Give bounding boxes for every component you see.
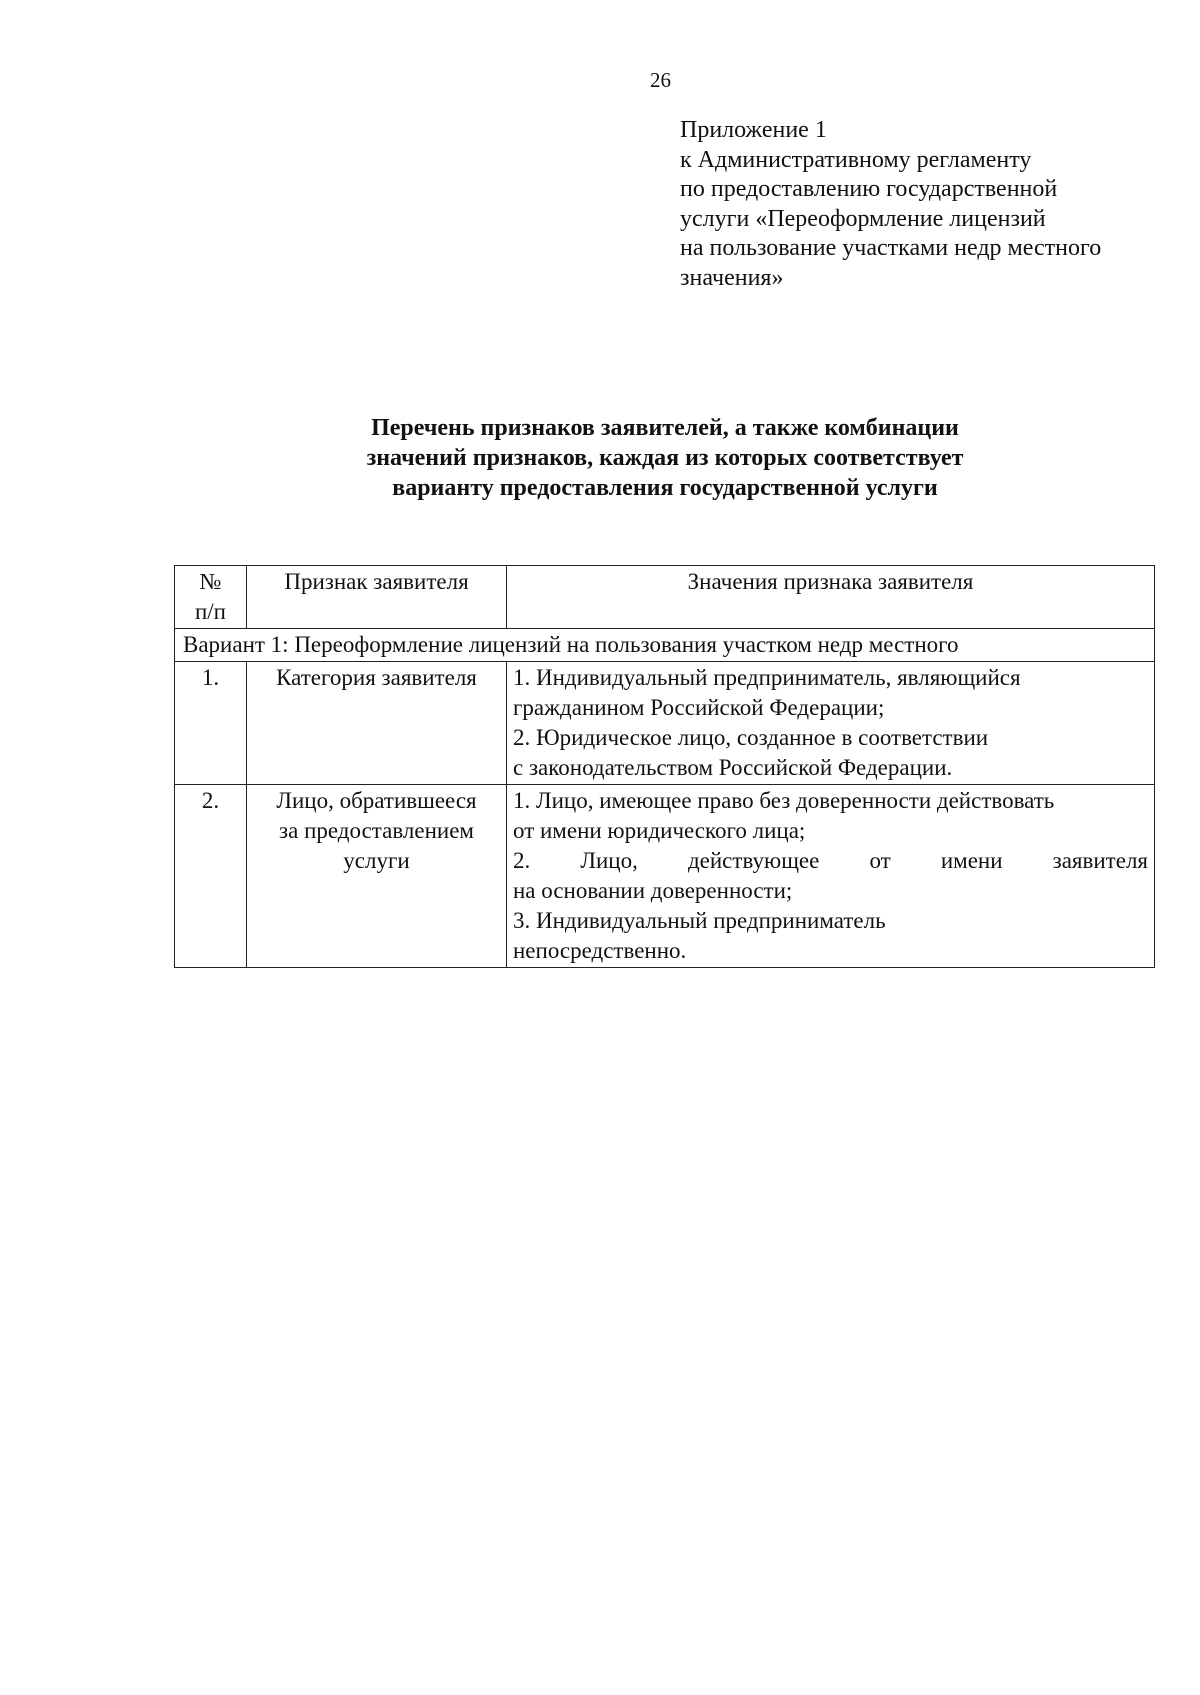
criteria-table <box>174 565 1155 968</box>
value-line: 2. Юридическое лицо, созданное в соответствии <box>513 725 989 750</box>
sign-line: Категория заявителя <box>276 665 477 690</box>
row-number-cell: 2. <box>175 785 247 968</box>
row-values-cell <box>507 662 1155 785</box>
value-line: 1. Индивидуальный предприниматель, являющийся <box>513 665 1021 690</box>
appendix-line: по предоставлению государственной <box>680 176 1058 202</box>
value-line: от имени юридического лица; <box>513 818 806 843</box>
row-sign-cell <box>247 662 507 785</box>
value-line: непосредственно. <box>513 938 687 963</box>
row-number-cell: 1. <box>175 662 247 785</box>
appendix-line: Приложение 1 <box>680 117 827 143</box>
value-line: гражданином Российской Федерации; <box>513 695 885 720</box>
appendix-note <box>680 116 1180 293</box>
header-number-cell <box>175 566 247 629</box>
row-sign-cell <box>247 785 507 968</box>
row-values-cell <box>507 785 1155 968</box>
sign-line: услуги <box>343 848 410 873</box>
value-line: 1. Лицо, имеющее право без доверенности действовать <box>513 788 1055 813</box>
header-number-abbr: п/п <box>194 599 226 624</box>
sign-line: Лицо, обратившееся <box>276 788 477 813</box>
header-values-cell: Значения признака заявителя <box>507 566 1155 629</box>
page-number: 26 <box>650 68 671 92</box>
variant-row <box>175 629 1155 662</box>
title-line: значений признаков, каждая из которых соответствует <box>366 445 964 471</box>
appendix-line: значения» <box>680 264 784 291</box>
value-line: 2. Лицо, действующее от имени заявителя <box>513 848 1148 873</box>
document-title <box>200 413 1130 503</box>
header-sign-cell: Признак заявителя <box>247 566 507 629</box>
value-line: 3. Индивидуальный предприниматель <box>513 908 886 933</box>
variant-cell: Вариант 1: Переоформление лицензий на пользования участком недр местного <box>175 629 1155 662</box>
appendix-line: на пользование участками недр местного <box>680 235 1102 261</box>
value-line: с законодательством Российской Федерации. <box>513 755 953 780</box>
table-row <box>175 662 1155 785</box>
title-line: Перечень признаков заявителей, а также комбинации <box>371 415 959 441</box>
header-number-symbol: № <box>199 569 222 594</box>
title-line: варианту предоставления государственной услуги <box>392 475 938 501</box>
appendix-line: к Административному регламенту <box>680 146 1032 173</box>
appendix-line: услуги «Переоформление лицензий <box>680 205 1046 232</box>
sign-line: за предоставлением <box>279 818 474 843</box>
table-row <box>175 785 1155 968</box>
table-header-row <box>175 566 1155 629</box>
value-line: на основании доверенности; <box>513 878 793 903</box>
